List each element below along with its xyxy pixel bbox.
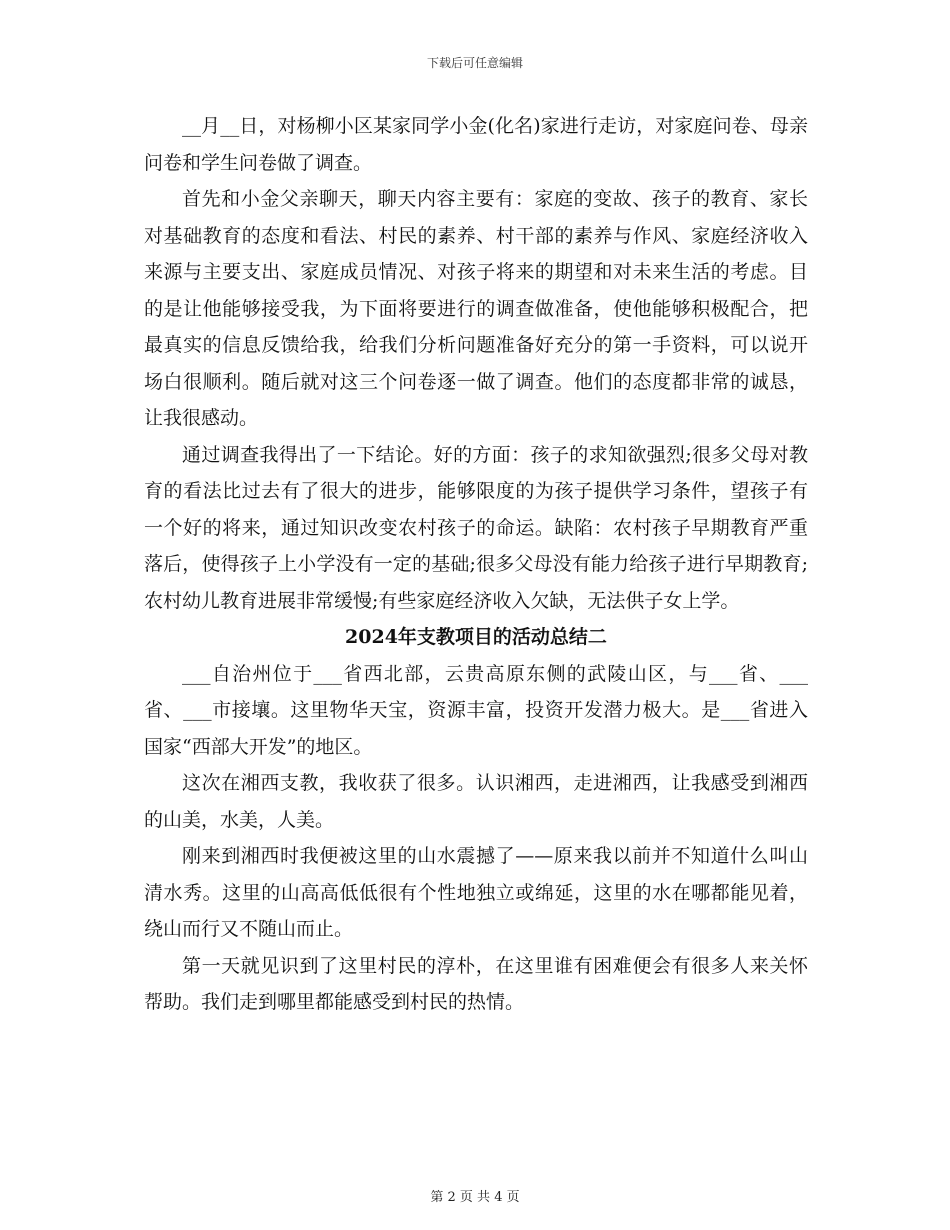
paragraph-scenery: 刚来到湘西时我便被这里的山水震撼了——原来我以前并不知道什么叫山清水秀。这里的山高高低低很有个性地独立或绵延，这里的水在哪都能见着，绕山而行又不随山而止。: [144, 845, 808, 940]
paragraph-harvest: 这次在湘西支教，我收获了很多。认识湘西，走进湘西，让我感受到湘西的山美，水美，人美。: [144, 772, 808, 831]
paragraph-conversation: 首先和小金父亲聊天，聊天内容主要有：家庭的变故、孩子的教育、家长对基础教育的态度和看法、村民的素养、村干部的素养与作风、家庭经济收入来源与主要支出、家庭成员情况、对孩子将来的期望和对未来生活的考虑。目的是让他能够接受我，为下面将要进行的调查做准备，使他能够积极配合，把最真实的信息反馈给我，给我们分析问题准备好充分的第一手资料，可以说开场白很顺利。随后就对这三个问卷逐一做了调查。他们的态度都非常的诚恳，让我很感动。: [144, 188, 808, 429]
paragraph-villagers: 第一天就见识到了这里村民的淳朴，在这里谁有困难便会有很多人来关怀帮助。我们走到哪里都能感受到村民的热情。: [144, 954, 808, 1013]
paragraph-conclusion: 通过调查我得出了一下结论。好的方面：孩子的求知欲强烈;很多父母对教育的看法比过去有了很大的进步，能够限度的为孩子提供学习条件，望孩子有一个好的将来，通过知识改变农村孩子的命运。缺陷：农村孩子早期教育严重落后，使得孩子上小学没有一定的基础;很多父母没有能力给孩子进行早期教育;农村幼儿教育进展非常缓慢;有些家庭经济收入欠缺，无法供子女上学。: [144, 443, 808, 612]
document-body: [144, 108, 808, 1021]
page-footer-number: 第 2 页 共 4 页: [430, 1190, 520, 1205]
paragraph-visit: __月__日，对杨柳小区某家同学小金(化名)家进行走访，对家庭问卷、母亲问卷和学生问卷做了调查。: [144, 115, 808, 174]
section-title: 2024年支教项目的活动总结二: [345, 626, 607, 648]
paragraph-region: ___自治州位于___省西北部，云贵高原东侧的武陵山区，与___省、___省、___市接壤。这里物华天宝，资源丰富，投资开发潜力极大。是___省进入国家“西部大开发”的地区。: [144, 662, 808, 758]
page-header-note: 下载后可任意编辑: [426, 56, 523, 70]
